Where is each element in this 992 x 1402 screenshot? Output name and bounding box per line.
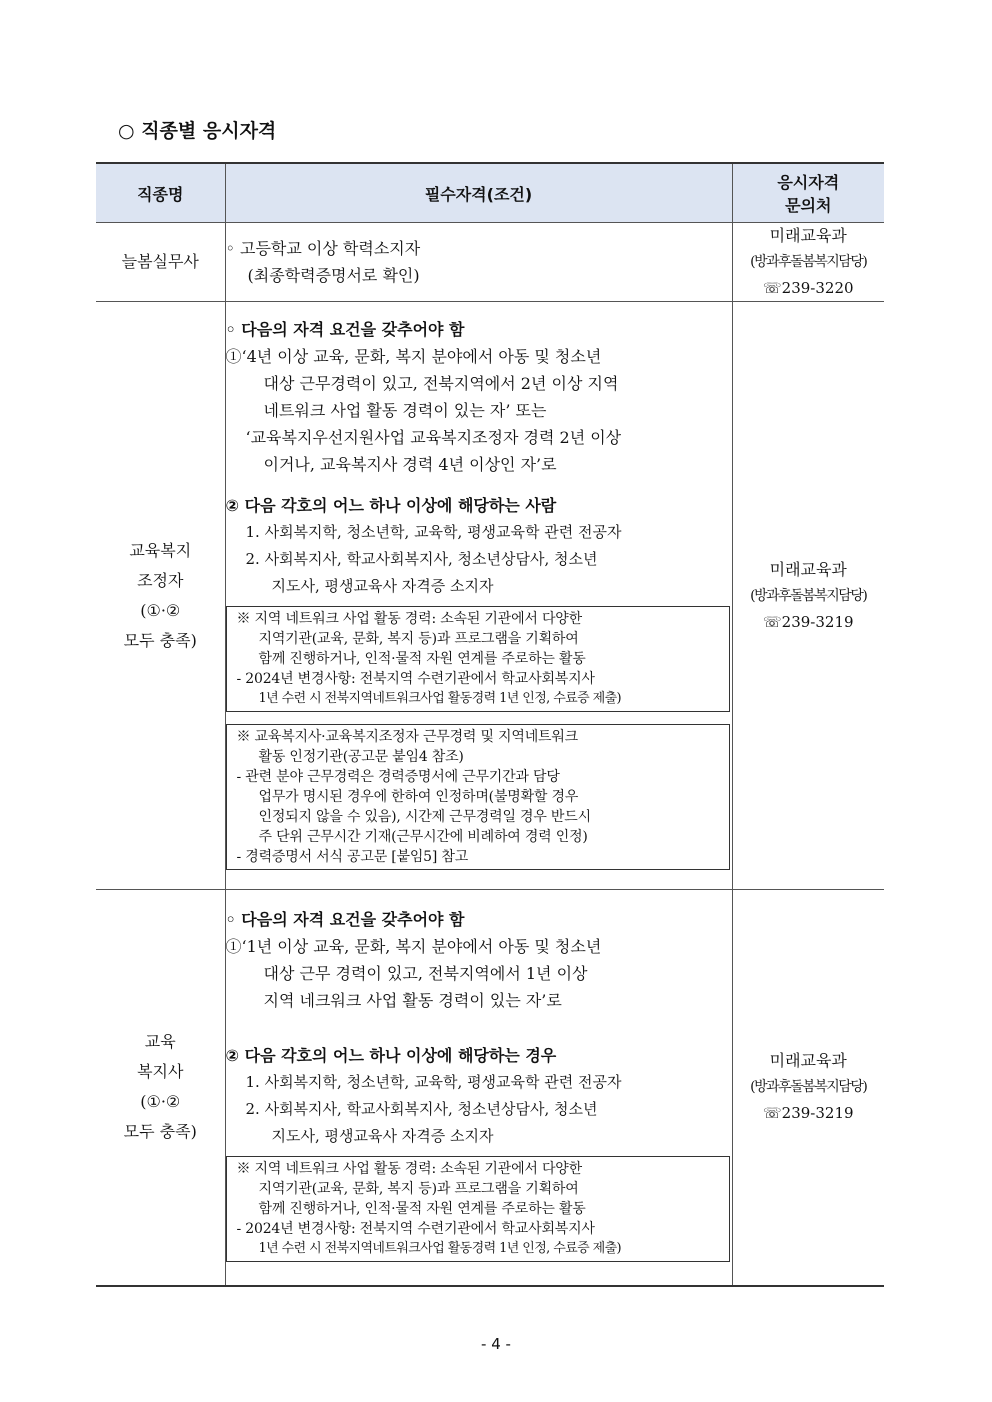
contact-cell bbox=[732, 223, 884, 302]
job-name-line: 모두 충족) bbox=[123, 1122, 197, 1142]
requirement-sub-item: 2. 사회복지사, 학교사회복지사, 청소년상담사, 청소년 bbox=[245, 549, 598, 568]
contact-team: (방과후돌봄복지담당) bbox=[750, 1079, 867, 1096]
requirement-item-1: ①‘4년 이상 교육, 문화, 복지 분야에서 아동 및 청소년 bbox=[225, 346, 602, 366]
note-box bbox=[226, 724, 730, 870]
requirement-item-1: ①‘1년 이상 교육, 문화, 복지 분야에서 아동 및 청소년 bbox=[225, 937, 602, 957]
note-line: 인정되지 않을 수 있음), 시간제 근무경력일 경우 반드시 bbox=[258, 808, 591, 825]
job-name-line: 교육 bbox=[144, 1032, 176, 1052]
note-line: 함께 진행하거나, 인적·물적 자원 연계를 주로하는 활동 bbox=[258, 650, 586, 667]
job-name-line: 조정자 bbox=[137, 570, 184, 590]
table-header-row bbox=[96, 163, 884, 223]
contact-department: 미래교육과 bbox=[769, 559, 847, 579]
requirement-heading: ◦ 다음의 자격 요건을 갖추어야 함 bbox=[225, 910, 465, 930]
table-row bbox=[96, 223, 884, 302]
contact-team: (방과후돌봄복지담당) bbox=[750, 254, 867, 270]
qualification-table bbox=[96, 162, 884, 1287]
requirement-sub-item: 1. 사회복지학, 청소년학, 교육학, 평생교육학 관련 전공자 bbox=[245, 522, 622, 541]
requirement-line: (최종학력증명서로 확인) bbox=[247, 266, 420, 285]
contact-phone: ☏239-3219 bbox=[762, 612, 854, 631]
note-line: 함께 진행하거나, 인적·물적 자원 연계를 주로하는 활동 bbox=[258, 1201, 586, 1218]
requirement-line: ‘교육복지우선지원사업 교육복지조정자 경력 2년 이상 bbox=[245, 427, 622, 447]
requirement-line: 네트워크 사업 활동 경력이 있는 자’ 또는 bbox=[263, 400, 547, 420]
requirement-line: 대상 근무경력이 있고, 전북지역에서 2년 이상 지역 bbox=[263, 373, 619, 393]
section-title: ○ 직종별 응시자격 bbox=[118, 120, 277, 142]
note-line: 1년 수련 시 전북지역네트워크사업 활동경력 1년 인정, 수료증 제출) bbox=[258, 1241, 622, 1257]
header-requirement: 필수자격(조건) bbox=[225, 163, 732, 223]
requirement-line: 대상 근무 경력이 있고, 전북지역에서 1년 이상 bbox=[263, 964, 588, 984]
requirement-sub-item: 2. 사회복지사, 학교사회복지사, 청소년상담사, 청소년 bbox=[245, 1100, 598, 1119]
note-line: ※ 교육복지사·교육복지조정자 근무경력 및 지역네트워크 bbox=[236, 728, 579, 745]
requirement-item-2-heading: ② 다음 각호의 어느 하나 이상에 해당하는 경우 bbox=[225, 1046, 557, 1066]
note-line: 업무가 명시된 경우에 한하여 인정하며(불명확할 경우 bbox=[258, 788, 579, 805]
note-line: 지역기관(교육, 문화, 복지 등)과 프로그램을 기획하여 bbox=[258, 1181, 579, 1198]
page-number: - 4 - bbox=[481, 1335, 511, 1353]
requirement-line: 지도사, 평생교육사 자격증 소지자 bbox=[271, 1127, 494, 1146]
requirement-line: 이거나, 교육복지사 경력 4년 이상인 자’로 bbox=[263, 454, 557, 474]
note-line: 지역기관(교육, 문화, 복지 등)과 프로그램을 기획하여 bbox=[258, 630, 579, 647]
header-contact-line1: 응시자격 bbox=[777, 173, 840, 192]
note-line: 활동 인정기관(공고문 붙임4 참조) bbox=[258, 748, 464, 765]
contact-phone: ☏239-3220 bbox=[762, 279, 854, 297]
note-line: - 경력증명서 서식 공고문 [붙임5] 참고 bbox=[236, 848, 469, 865]
header-contact bbox=[732, 163, 884, 223]
job-name-cell bbox=[96, 890, 225, 1286]
job-name-line: 교육복지 bbox=[129, 540, 192, 560]
requirement-item-2-heading: ② 다음 각호의 어느 하나 이상에 해당하는 사람 bbox=[225, 495, 557, 515]
requirement-line: 지역 네크워크 사업 활동 경력이 있는 자’로 bbox=[263, 991, 562, 1011]
job-name: 늘봄실무사 bbox=[121, 252, 199, 271]
requirement-sub-item: 1. 사회복지학, 청소년학, 교육학, 평생교육학 관련 전공자 bbox=[245, 1073, 622, 1092]
contact-department: 미래교육과 bbox=[769, 226, 847, 245]
job-name-line: 복지사 bbox=[137, 1062, 184, 1082]
table-row bbox=[96, 302, 884, 890]
note-line: ※ 지역 네트워크 사업 활동 경력: 소속된 기관에서 다양한 bbox=[236, 1161, 582, 1178]
contact-department: 미래교육과 bbox=[769, 1051, 847, 1071]
requirement-cell bbox=[225, 890, 732, 1286]
requirement-line: ◦ 고등학교 이상 학력소지자 bbox=[225, 239, 421, 258]
contact-cell bbox=[732, 302, 884, 890]
note-line: - 2024년 변경사항: 전북지역 수련기관에서 학교사회복지사 bbox=[236, 670, 595, 687]
job-name-line: (①·② bbox=[140, 600, 181, 620]
note-line: - 관련 분야 근무경력은 경력증명서에 근무기간과 담당 bbox=[236, 768, 560, 785]
note-line: - 2024년 변경사항: 전북지역 수련기관에서 학교사회복지사 bbox=[236, 1221, 595, 1238]
requirement-cell bbox=[225, 302, 732, 890]
job-name-line: (①·② bbox=[140, 1092, 181, 1112]
requirement-line: 지도사, 평생교육사 자격증 소지자 bbox=[271, 576, 494, 595]
table-row bbox=[96, 890, 884, 1286]
header-contact-line2: 문의처 bbox=[785, 196, 832, 215]
note-box bbox=[226, 1156, 730, 1262]
requirement-heading: ◦ 다음의 자격 요건을 갖추어야 함 bbox=[225, 319, 465, 339]
note-box bbox=[226, 606, 730, 712]
note-line: 주 단위 근무시간 기재(근무시간에 비례하여 경력 인정) bbox=[258, 828, 588, 845]
note-line: ※ 지역 네트워크 사업 활동 경력: 소속된 기관에서 다양한 bbox=[236, 610, 582, 627]
job-name-cell bbox=[96, 223, 225, 302]
job-name-cell bbox=[96, 302, 225, 890]
header-job: 직종명 bbox=[96, 163, 225, 223]
contact-phone: ☏239-3219 bbox=[762, 1104, 854, 1123]
job-name-line: 모두 충족) bbox=[123, 630, 197, 650]
note-line: 1년 수련 시 전북지역네트워크사업 활동경력 1년 인정, 수료증 제출) bbox=[258, 690, 622, 706]
contact-cell bbox=[732, 890, 884, 1286]
contact-team: (방과후돌봄복지담당) bbox=[750, 587, 867, 604]
requirement-cell bbox=[225, 223, 732, 302]
